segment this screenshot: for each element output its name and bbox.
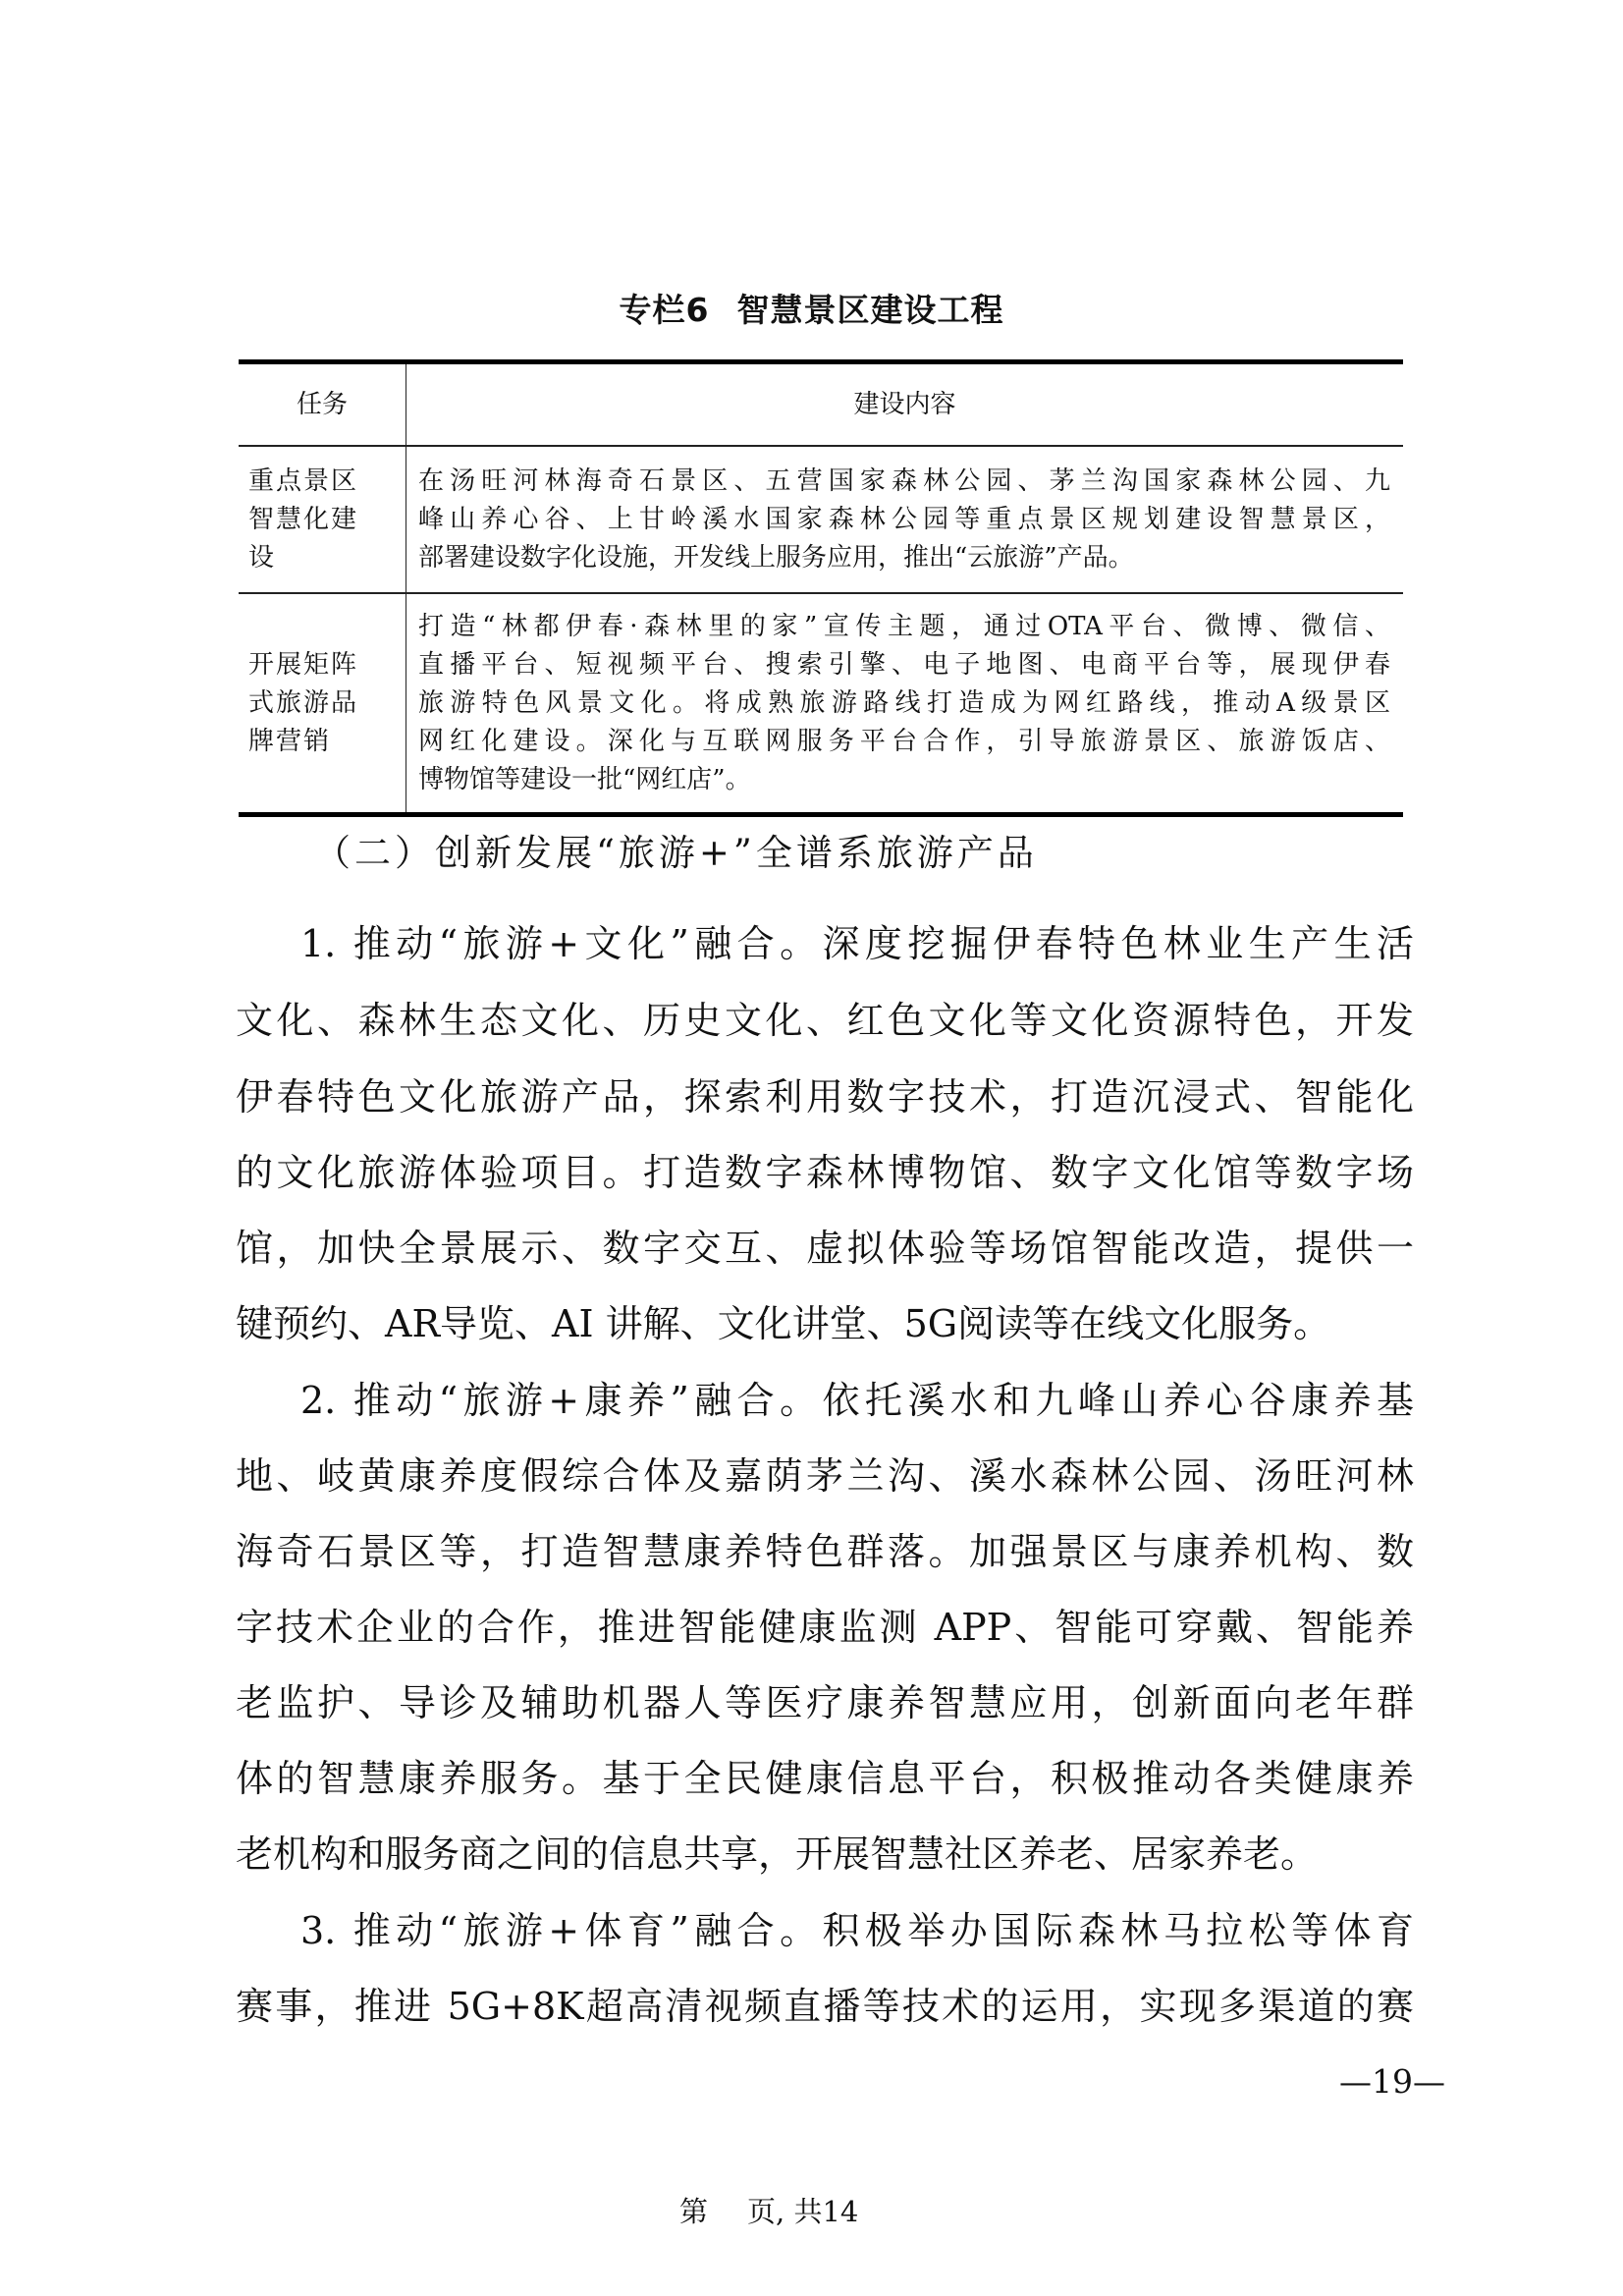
box-title-text: 智慧景区建设工程: [736, 291, 1004, 329]
paragraph-line: 2. 推动“旅游+康养”融合。依托溪水和九峰山养心谷康养基: [300, 1379, 1414, 1422]
content-line: 部署建设数字化设施，开发线上服务应用，推出“云旅游”产品。: [418, 542, 1134, 573]
table-header-row: [239, 362, 1403, 447]
footer-left: 第: [679, 2195, 709, 2228]
footer-right: 页, 共14: [747, 2195, 859, 2228]
paragraph-line: 老机构和服务商之间的信息共享，开展智慧社区养老、居家养老。: [236, 1832, 1319, 1876]
project-table: [239, 359, 1403, 817]
paragraph-line: 赛事，推进 5G+8K超高清视频直播等技术的运用，实现多渠道的赛: [236, 1985, 1414, 2028]
task-cell: [239, 446, 406, 593]
paragraph-line: 老监护、导诊及辅助机器人等医疗康养智慧应用，创新面向老年群: [236, 1681, 1414, 1724]
paragraph-line: 1. 推动“旅游+文化”融合。深度挖掘伊春特色林业生产生活: [300, 922, 1414, 965]
section-heading: （二）创新发展“旅游+”全谱系旅游产品: [314, 832, 1038, 874]
paragraph-line: 文化、森林生态文化、历史文化、红色文化等文化资源特色，开发: [236, 999, 1414, 1042]
paragraph-line: 体的智慧康养服务。基于全民健康信息平台，积极推动各类健康养: [236, 1757, 1414, 1800]
content-line: 打造“林都伊春·森林里的家”宣传主题，通过OTA平台、微博、微信、: [418, 611, 1390, 641]
content-cell: [406, 593, 1404, 815]
paragraph-line: 海奇石景区等，打造智慧康养特色群落。加强景区与康养机构、数: [236, 1530, 1414, 1573]
content-line: 博物馆等建设一批“网红店”。: [418, 764, 751, 794]
paragraph-line: 键预约、AR导览、AI 讲解、文化讲堂、5G阅读等在线文化服务。: [236, 1302, 1331, 1345]
content-line: 网红化建设。深化与互联网服务平台合作，引导旅游景区、旅游饭店、: [418, 726, 1390, 756]
paragraph-line: 伊春特色文化旅游产品，探索利用数字技术，打造沉浸式、智能化: [236, 1075, 1414, 1119]
table-row: [239, 446, 1403, 593]
paragraph-line: 馆，加快全景展示、数字交互、虚拟体验等场馆智能改造，提供一: [236, 1227, 1414, 1270]
box-title: [0, 285, 1623, 331]
task-line: 重点景区: [248, 465, 359, 496]
box-title-prefix: 专栏6: [619, 291, 710, 329]
paragraph-line: 地、岐黄康养度假综合体及嘉荫茅兰沟、溪水森林公园、汤旺河林: [236, 1454, 1414, 1498]
content-line: 在汤旺河林海奇石景区、五营国家森林公园、茅兰沟国家森林公园、九: [418, 465, 1390, 496]
page-footer: [679, 2190, 858, 2230]
task-line: 式旅游品: [248, 687, 359, 718]
task-cell: [239, 593, 406, 815]
task-line: 牌营销: [248, 726, 332, 756]
content-line: 旅游特色风景文化。将成熟旅游路线打造成为网红路线，推动A级景区: [418, 687, 1390, 718]
paragraph-line: 的文化旅游体验项目。打造数字森林博物馆、数字文化馆等数字场: [236, 1151, 1414, 1194]
header-content: 建设内容: [406, 362, 1404, 447]
content-line: 峰山养心谷、上甘岭溪水国家森林公园等重点景区规划建设智慧景区，: [418, 504, 1390, 534]
task-line: 设: [248, 542, 277, 573]
task-line: 开展矩阵: [248, 649, 359, 680]
header-task: 任务: [239, 362, 406, 447]
page-number: —19—: [1339, 2062, 1445, 2101]
content-line: 直播平台、短视频平台、搜索引擎、电子地图、电商平台等，展现伊春: [418, 649, 1390, 680]
paragraph-line: 3. 推动“旅游+体育”融合。积极举办国际森林马拉松等体育: [300, 1909, 1414, 1952]
paragraph-line: 字技术企业的合作，推进智能健康监测 APP、智能可穿戴、智能养: [236, 1606, 1414, 1649]
task-line: 智慧化建: [248, 504, 359, 534]
table-row: [239, 593, 1403, 815]
content-cell: [406, 446, 1404, 593]
